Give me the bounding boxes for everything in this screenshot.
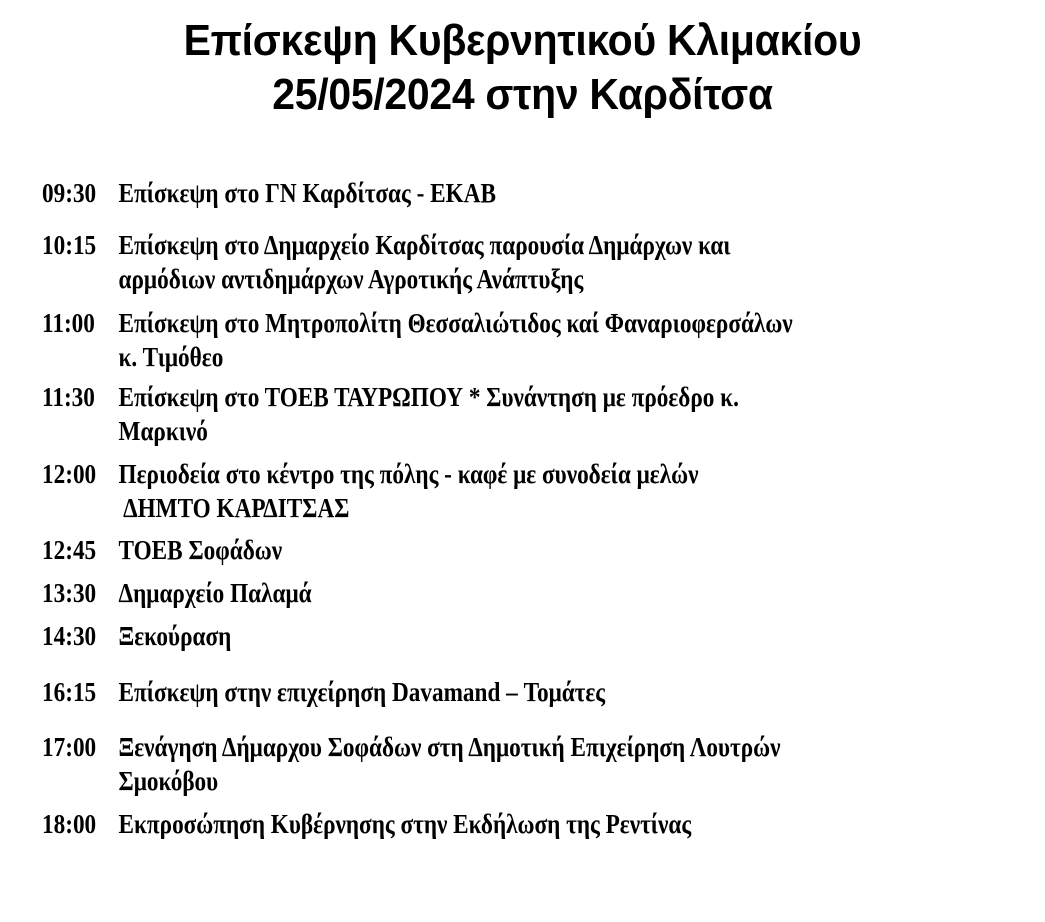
schedule-text: Δημαρχείο Παλαμά (118, 578, 312, 608)
schedule-text: Ξεκούραση (118, 621, 232, 651)
schedule-item (42, 533, 282, 567)
schedule-item (42, 380, 739, 448)
schedule-time: 11:00 (42, 308, 95, 338)
schedule-text: ΤΟΕΒ Σοφάδων (118, 535, 283, 565)
schedule-time: 14:30 (42, 621, 97, 651)
schedule-text-continued: Μαρκινό (118, 416, 208, 446)
schedule-text: Εκπροσώπηση Κυβέρνησης στην Εκδήλωση της Ρεντίνας (118, 809, 692, 839)
schedule-time: 11:30 (42, 382, 95, 412)
schedule-item (42, 306, 793, 374)
schedule-text: Ξενάγηση Δήμαρχου Σοφάδων στη Δημοτική Επιχείρηση Λουτρών (118, 732, 781, 762)
schedule-item (42, 730, 781, 798)
title-line-2: 25/05/2024 στην Καρδίτσα (272, 70, 773, 119)
schedule-text: Επίσκεψη στο Δημαρχείο Καρδίτσας παρουσία Δημάρχων και (118, 230, 731, 260)
schedule-text-continued: κ. Τιμόθεο (118, 342, 224, 372)
schedule-text: Επίσκεψη στην επιχείρηση Davamand – Τομάτες (118, 677, 606, 707)
schedule-time: 12:45 (42, 535, 97, 565)
schedule-time: 18:00 (42, 809, 97, 839)
schedule-text: Περιοδεία στο κέντρο της πόλης - καφέ με συνοδεία μελών (118, 459, 699, 489)
title-line-1: Επίσκεψη Κυβερνητικού Κλιμακίου (183, 16, 862, 65)
schedule-text: Επίσκεψη στο ΓΝ Καρδίτσας - ΕΚΑΒ (118, 178, 496, 208)
schedule-item (42, 807, 691, 841)
page-title (0, 14, 1045, 122)
schedule-time: 09:30 (42, 178, 97, 208)
schedule-text-continued: Σμοκόβου (118, 766, 219, 796)
schedule-text-continued: ΔΗΜΤΟ ΚΑΡΔΙΤΣΑΣ (118, 493, 350, 523)
schedule-item (42, 176, 496, 210)
schedule-time: 16:15 (42, 677, 97, 707)
schedule-item (42, 619, 231, 653)
schedule-text-continued: αρμόδιων αντιδημάρχων Αγροτικής Ανάπτυξης (118, 264, 584, 294)
schedule-time: 13:30 (42, 578, 97, 608)
schedule-item (42, 576, 312, 610)
schedule-text: Επίσκεψη στο Μητροπολίτη Θεσσαλιώτιδος καί Φαναριοφερσάλων (118, 308, 793, 338)
schedule-item (42, 457, 698, 525)
schedule-time: 17:00 (42, 732, 97, 762)
schedule-item (42, 675, 605, 709)
schedule-text: Επίσκεψη στο ΤΟΕΒ ΤΑΥΡΩΠΟΥ * Συνάντηση με πρόεδρο κ. (118, 382, 739, 412)
schedule-time: 12:00 (42, 459, 97, 489)
schedule-item (42, 228, 730, 296)
schedule-time: 10:15 (42, 230, 97, 260)
